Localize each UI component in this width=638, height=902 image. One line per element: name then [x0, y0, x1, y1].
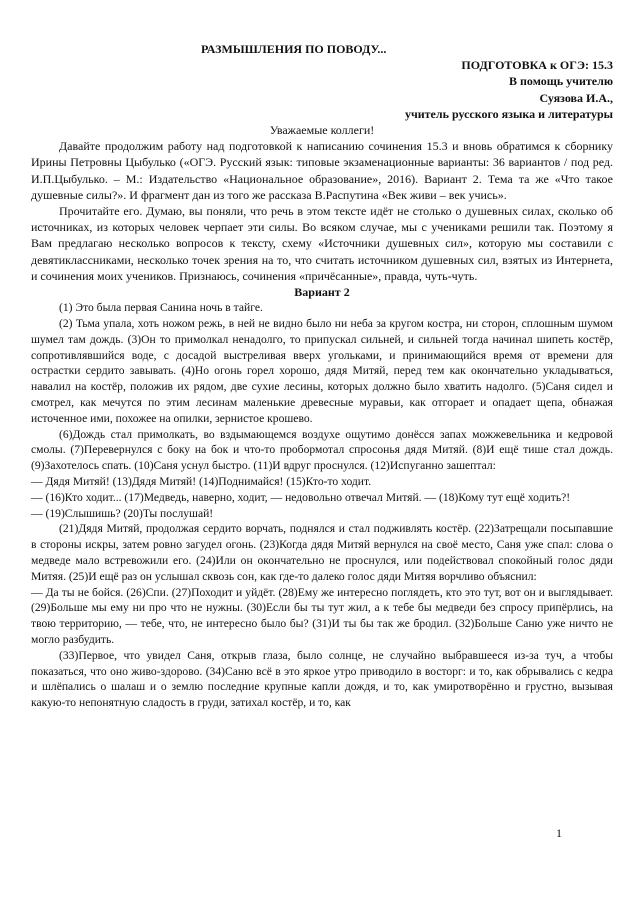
- text-paragraph: — (16)Кто ходит... (17)Медведь, наверно, ходит, — недовольно отвечал Митяй. — (18)Кому тут ещё ходить?!: [31, 490, 571, 504]
- text-paragraph: (2) Тьма упала, хоть ножом режь, в ней не видно было ни неба за кругом костра, ни сторон, сплошным шумом шумел там дождь. (3)Он то примолкал ненадолго, то припускал сильней, и сильней тогда начинал шипеть костёр, сопротивлявшийся воде, с досадой выстреливая вверх угольками, и принимающийся время от времени для острастки сердито завывать. (4)Но огонь горел хорошо, дядя Митяй, перед тем как окончательно укладываться, навалил на костёр, положив их рядом, две сухие лесины, которых должно было хватить надолго. (5)Саня сидел и смотрел, как мечутся по этим лесинам маленькие древесные муравьи, как отгорает и опадает щепа, обнажая источенное ими, похожее на опилки, зернистое крошево.: [31, 317, 613, 425]
- source-text: [31, 300, 613, 711]
- author-role: учитель русского языка и литературы: [404, 106, 613, 121]
- intro-paragraph: Прочитайте его. Думаю, вы поняли, что речь в этом тексте идёт не столько о душевных силах, сколько об источниках, из которых человек черпает эти силы. Во всяком случае, мы с учениками решили так. Поэтому я Вам предлагаю несколько вопросов к тексту, схему «Источники душевных сил», которую мы составили с девятиклассниками, несколько точек зрения на то, что считать источником душевных сил, взятых из Интернета, и сочинения моих учеников. Признаюсь, сочинения «причёсанные», правда, чуть-чуть.: [31, 204, 613, 283]
- document-subtitle: ПОДГОТОВКА к ОГЭ: 15.3: [461, 58, 613, 73]
- page-number: 1: [556, 826, 562, 840]
- text-paragraph: — Дядя Митяй! (13)Дядя Митяй! (14)Поднимайся! (15)Кто-то ходит.: [31, 475, 372, 489]
- text-paragraph: (21)Дядя Митяй, продолжая сердито ворчать, поднялся и стал подживлять костёр. (22)Затрещали посыпавшие в стороны искры, затем ровно загудел огонь. (23)Когда дядя Митяй вернулся на своё место, Саня уже спал: слова о медведе мало встревожили его. (24)Или он окончательно не проснулся, или подействовал спокойный голос дяди Митяя. (25)И ещё раз он услышал сквозь сон, как где-то далеко голос дяди Митяя ворчливо объяснил:: [31, 522, 613, 583]
- author-name: Суязова И.А.,: [539, 90, 613, 105]
- help-line: В помощь учителю: [509, 74, 613, 89]
- intro-paragraph: Давайте продолжим работу над подготовкой к написанию сочинения 15.3 и вновь обратимся к сборнику Ирины Петровны Цыбулько («ОГЭ. Русский язык: типовые экзаменационные варианты: 36 вариантов / под ред. И.П.Цыбулько. – М.: Издательство «Национальное образование», 2016). Вариант 2. Тема та же «Что такое душевные силы?». И фрагмент дан из того же рассказа В.Распутина «Век живи – век учись».: [31, 139, 613, 202]
- text-paragraph: — Да ты не бойся. (26)Спи. (27)Походит и уйдёт. (28)Ему же интересно поглядеть, кто это тут, вот он и выглядывает. (29)Больше мы ему ни про что не нужны. (30)Если бы ты тут жил, а к тебе бы медведи без спросу припёрлись, на твою территорию, — тебе, что, не интересно было бы? (31)И ты бы так же бродил. (32)Больше Саню уже ничто не могло разбудить.: [31, 585, 613, 646]
- document-title: РАЗМЫШЛЕНИЯ ПО ПОВОДУ...: [201, 42, 387, 56]
- text-paragraph: (1) Это была первая Санина ночь в тайге.: [59, 301, 263, 315]
- greeting: Уважаемые коллеги!: [269, 123, 375, 138]
- text-paragraph: — (19)Слышишь? (20)Ты послушай!: [31, 506, 214, 520]
- variant-title: Вариант 2: [294, 285, 350, 300]
- text-paragraph: (33)Первое, что увидел Саня, открыв глаза, было солнце, не случайно выбравшееся из-за туч, а чтобы показаться, что оно живо-здорово. (34)Саню всё в это яркое утро приводило в восторг: и то, как обрывались с кедра и шлёпались о шалаш и о землю последние крупные капли дождя, и то, как умиротворённо и грустно, вызывая какую-то непонятную сладость в груди, затихал костёр, и то, как: [31, 648, 613, 710]
- text-paragraph: (6)Дождь стал примолкать, во вздымающемся воздухе ощутимо донёсся запах можжевельника и кедровой смолы. (7)Перевернулся с боку на бок и что-то пробормотал спросонья дядя Митяй. (8)И ещё тише стал дождь. (9)Захотелось спать. (10)Саня уснул быстро. (11)И вдруг проснулся. (12)Испуганно зашептал:: [31, 427, 613, 473]
- page-content: [31, 41, 613, 711]
